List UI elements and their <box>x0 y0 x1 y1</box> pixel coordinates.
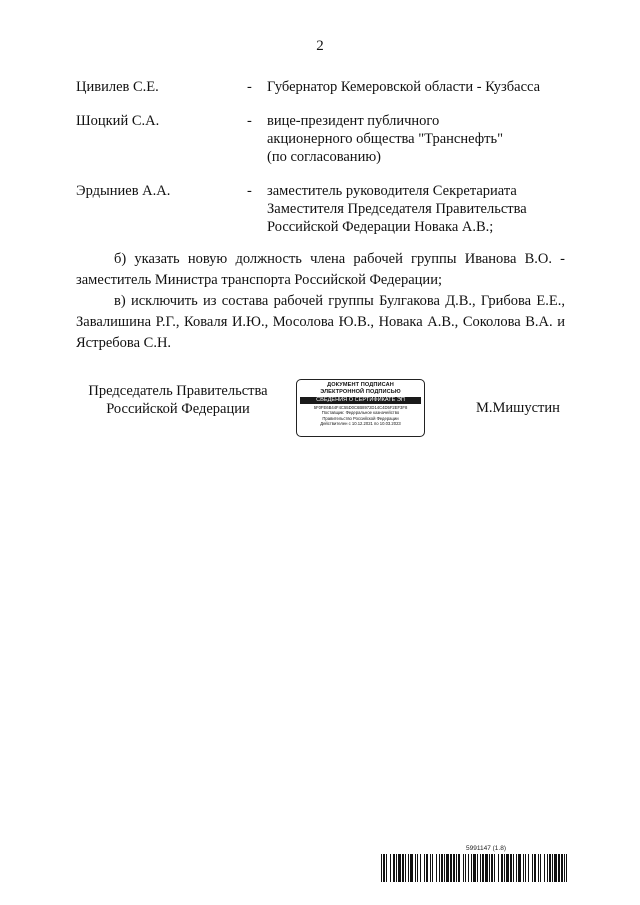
role-line: (по согласованию) <box>267 149 381 165</box>
paragraph-v: в) исключить из состава рабочей группы Булгакова Д.В., Грибова Е.Е., Завалишина Р.Г., Коваля И.Ю., Мосолова Ю.В., Новака А.В., Соколова В.А. и Ястребова С.Н. <box>76 293 565 351</box>
barcode-label: 5991147 (1.8) <box>466 845 506 852</box>
member-role <box>267 78 577 96</box>
role-line: Заместителя Председателя Правительства <box>267 201 527 217</box>
body-text <box>76 249 565 354</box>
member-role <box>267 182 577 236</box>
page-number: 2 <box>316 38 324 54</box>
role-line: Российской Федерации Новака А.В.; <box>267 219 494 235</box>
member-dash: - <box>247 79 252 95</box>
signatory-title <box>78 382 278 418</box>
electronic-signature-stamp <box>296 379 425 437</box>
member-name: Шоцкий С.А. <box>76 113 160 129</box>
role-line: Губернатор Кемеровской области - Кузбасса <box>267 79 541 95</box>
role-line: вице-президент публичного <box>267 113 440 129</box>
role-line: заместитель руководителя Секретариата <box>267 183 517 199</box>
barcode-area <box>381 845 567 883</box>
member-name: Цивилев С.Е. <box>76 79 159 95</box>
member-role <box>267 112 577 166</box>
role-line: акционерного общества "Транснефть" <box>267 131 503 147</box>
stamp-owner: Правительство Российской Федерации <box>322 415 399 421</box>
stamp-supplier: Поставщик: Федеральное казначейство <box>321 410 400 416</box>
stamp-line: ДОКУМЕНТ ПОДПИСАН <box>327 382 394 388</box>
paragraph-b: б) указать новую должность члена рабочей группы Иванова В.О. - заместитель Министра транспорта Российской Федерации; <box>76 251 565 288</box>
barcode-icon <box>381 854 567 882</box>
member-dash: - <box>247 113 252 129</box>
stamp-line: ЭЛЕКТРОННОЙ ПОДПИСЬЮ <box>320 389 401 395</box>
signature-block <box>0 382 640 452</box>
member-dash: - <box>247 183 252 199</box>
signatory-title-line: Российской Федерации <box>106 401 250 417</box>
member-name: Эрдыниев А.А. <box>76 183 171 199</box>
signatory-title-line: Председатель Правительства <box>88 383 268 399</box>
stamp-certificate: 5F0FE6B44F4C55D0C6B8972D14C4D5F2EF3F8 <box>313 405 408 410</box>
stamp-validity: Действителен с 10.12.2021 по 10.03.2023 <box>320 421 401 427</box>
stamp-header-bar: СВЕДЕНИЯ О СЕРТИФИКАТЕ ЭП <box>300 397 421 404</box>
signatory-name: М.Мишустин <box>476 400 560 416</box>
